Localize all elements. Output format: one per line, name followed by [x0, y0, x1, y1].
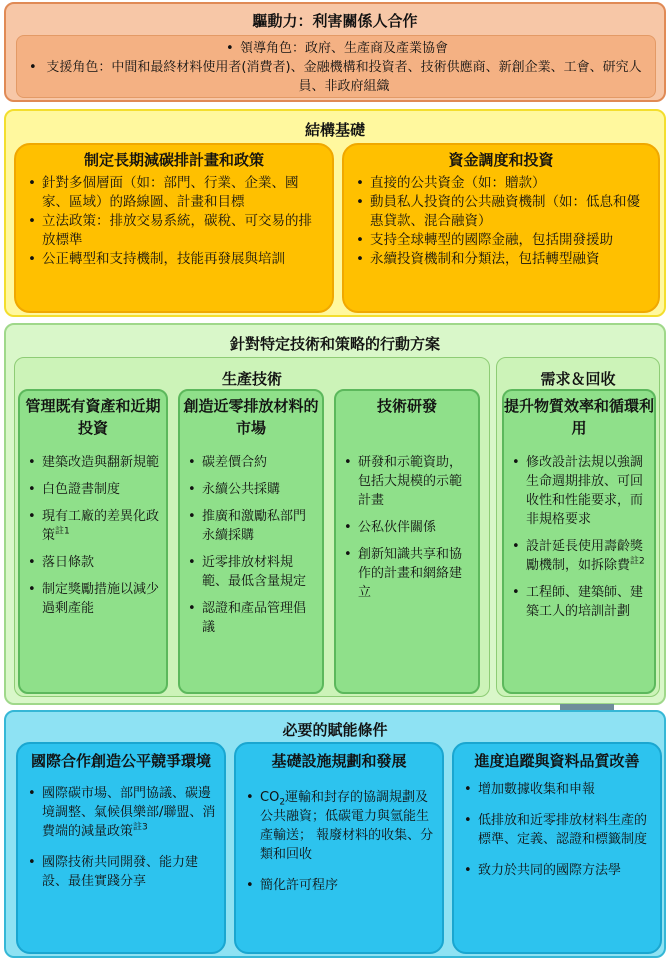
list-item: • 簡化許可程序 — [244, 876, 434, 895]
rnd-title: 技術研發 — [376, 397, 437, 415]
coop-list — [26, 784, 216, 891]
list-item: • 推廣和激勵私部門永續採購 — [186, 507, 316, 545]
tracking-title: 進度追蹤與資料品質改善 — [474, 752, 640, 770]
tracking-box — [452, 742, 662, 954]
footnote-marker: 註2 — [630, 556, 645, 567]
market-title: 創造近零排放材料的市場 — [183, 397, 319, 437]
list-item: • 認證和產品管理倡議 — [186, 599, 316, 637]
production-title: 生產技術 — [221, 370, 282, 388]
finance-box — [342, 143, 660, 313]
enablers-panel — [4, 710, 666, 958]
list-item: • 公私伙伴關係 — [342, 518, 472, 537]
list-item: • 永續投資機制和分類法，包括轉型融資 — [354, 250, 650, 269]
list-item: • 創新知識共享和協作的計畫和網絡建立 — [342, 545, 472, 602]
list-item: • 針對多個層面（如：部門、行業、企業、國家、區域）的路線圖、計畫和目標 — [26, 174, 324, 212]
list-item: • 設計延長使用壽齡獎勵機制，如拆除費$^{註2}$ — [510, 537, 648, 575]
manage-assets-box — [18, 389, 168, 694]
tracking-list — [462, 780, 652, 880]
infra-box — [234, 742, 444, 954]
structural-title: 結構基礎 — [304, 121, 365, 139]
plan-title: 制定長期減碳排計畫和政策 — [83, 151, 264, 169]
list-item: • 建築改造與翻新規範 — [26, 453, 160, 472]
demand-title: 需求＆回收 — [540, 370, 616, 388]
circular-list — [510, 453, 648, 621]
market-box — [178, 389, 324, 694]
actions-panel — [4, 323, 666, 705]
drivers-panel — [4, 2, 666, 102]
footnote-marker: 註1 — [55, 526, 70, 537]
list-item: • 動員私人投資的公共融資機制（如：低息和優惠貸款、混合融資） — [354, 193, 650, 231]
list-item: • 制定獎勵措施以減少過剩產能 — [26, 580, 160, 618]
market-list — [186, 453, 316, 637]
list-item: • 立法政策：排放交易系統，碳稅、可交易的排放標準 — [26, 212, 324, 250]
list-item: • 白色證書制度 — [26, 480, 160, 499]
list-item: • 致力於共同的國際方法學 — [462, 861, 652, 880]
list-item: • 工程師、建築師、建築工人的培訓計劃 — [510, 583, 648, 621]
coop-box — [16, 742, 226, 954]
list-item: • 國際技術共同開發、能力建設、最佳實踐分享 — [26, 853, 216, 891]
finance-title: 資金調度和投資 — [448, 151, 554, 169]
plan-list — [26, 174, 324, 269]
list-item: • 領導角色：政府、生產商及產業協會 — [224, 39, 448, 58]
infra-list — [244, 788, 434, 895]
rnd-box — [334, 389, 480, 694]
drivers-title: 驅動力：利害關係人合作 — [252, 12, 418, 30]
actions-title: 針對特定技術和策略的行動方案 — [229, 335, 440, 353]
list-item: • 研發和示範資助，包括大規模的示範計畫 — [342, 453, 472, 510]
finance-list — [354, 174, 650, 269]
circular-title: 提升物質效率和循環利用 — [504, 397, 655, 437]
list-item: • 直接的公共資金（如：贈款） — [354, 174, 650, 193]
list-item: • 支持全球轉型的國際金融，包括開發援助 — [354, 231, 650, 250]
drivers-list — [27, 39, 645, 96]
list-item: • 修改設計法規以強調生命週期排放、可回收性和性能要求，而非規格要求 — [510, 453, 648, 529]
list-item: • 低排放和近零排放材料生產的標準、定義、認證和標籤制度 — [462, 811, 652, 849]
list-item: • 近零排放材料規範、最低含量規定 — [186, 553, 316, 591]
list-item: • 落日條款 — [26, 553, 160, 572]
circular-box — [502, 389, 656, 694]
list-item: • 支援角色：中間和最終材料使用者(消費者)、金融機構和投資者、技術供應商、新創企業、工會、研究人員、非政府組織 — [27, 58, 645, 96]
structural-panel — [4, 109, 666, 317]
manage-assets-title: 管理既有資產和近期投資 — [25, 397, 161, 437]
list-item: • 公正轉型和支持機制，技能再發展與培訓 — [26, 250, 324, 269]
manage-assets-list — [26, 453, 160, 618]
list-item: • 國際碳市場、部門協議、碳邊境調整、氣候俱樂部/聯盟、消費端的減量政策$^{註3}$ — [26, 784, 216, 841]
coop-title: 國際合作創造公平競爭環境 — [30, 752, 211, 770]
infra-title: 基礎設施規劃和發展 — [271, 752, 407, 770]
list-item: • 碳差價合約 — [186, 453, 316, 472]
plan-box — [14, 143, 334, 313]
list-item: • $CO_2$運輸和封存的協調規劃及公共融資；低碳電力與氫能生產輸送； 報廢材料的收集、分類和回收 — [244, 788, 434, 864]
footnote-marker: 註3 — [133, 822, 148, 833]
enablers-title: 必要的賦能條件 — [282, 721, 388, 739]
rnd-list — [342, 453, 472, 602]
drivers-box — [16, 35, 656, 98]
list-item: • 現有工廠的差異化政策$^{註1}$ — [26, 507, 160, 545]
list-item: • 永續公共採購 — [186, 480, 316, 499]
list-item: • 增加數據收集和申報 — [462, 780, 652, 799]
